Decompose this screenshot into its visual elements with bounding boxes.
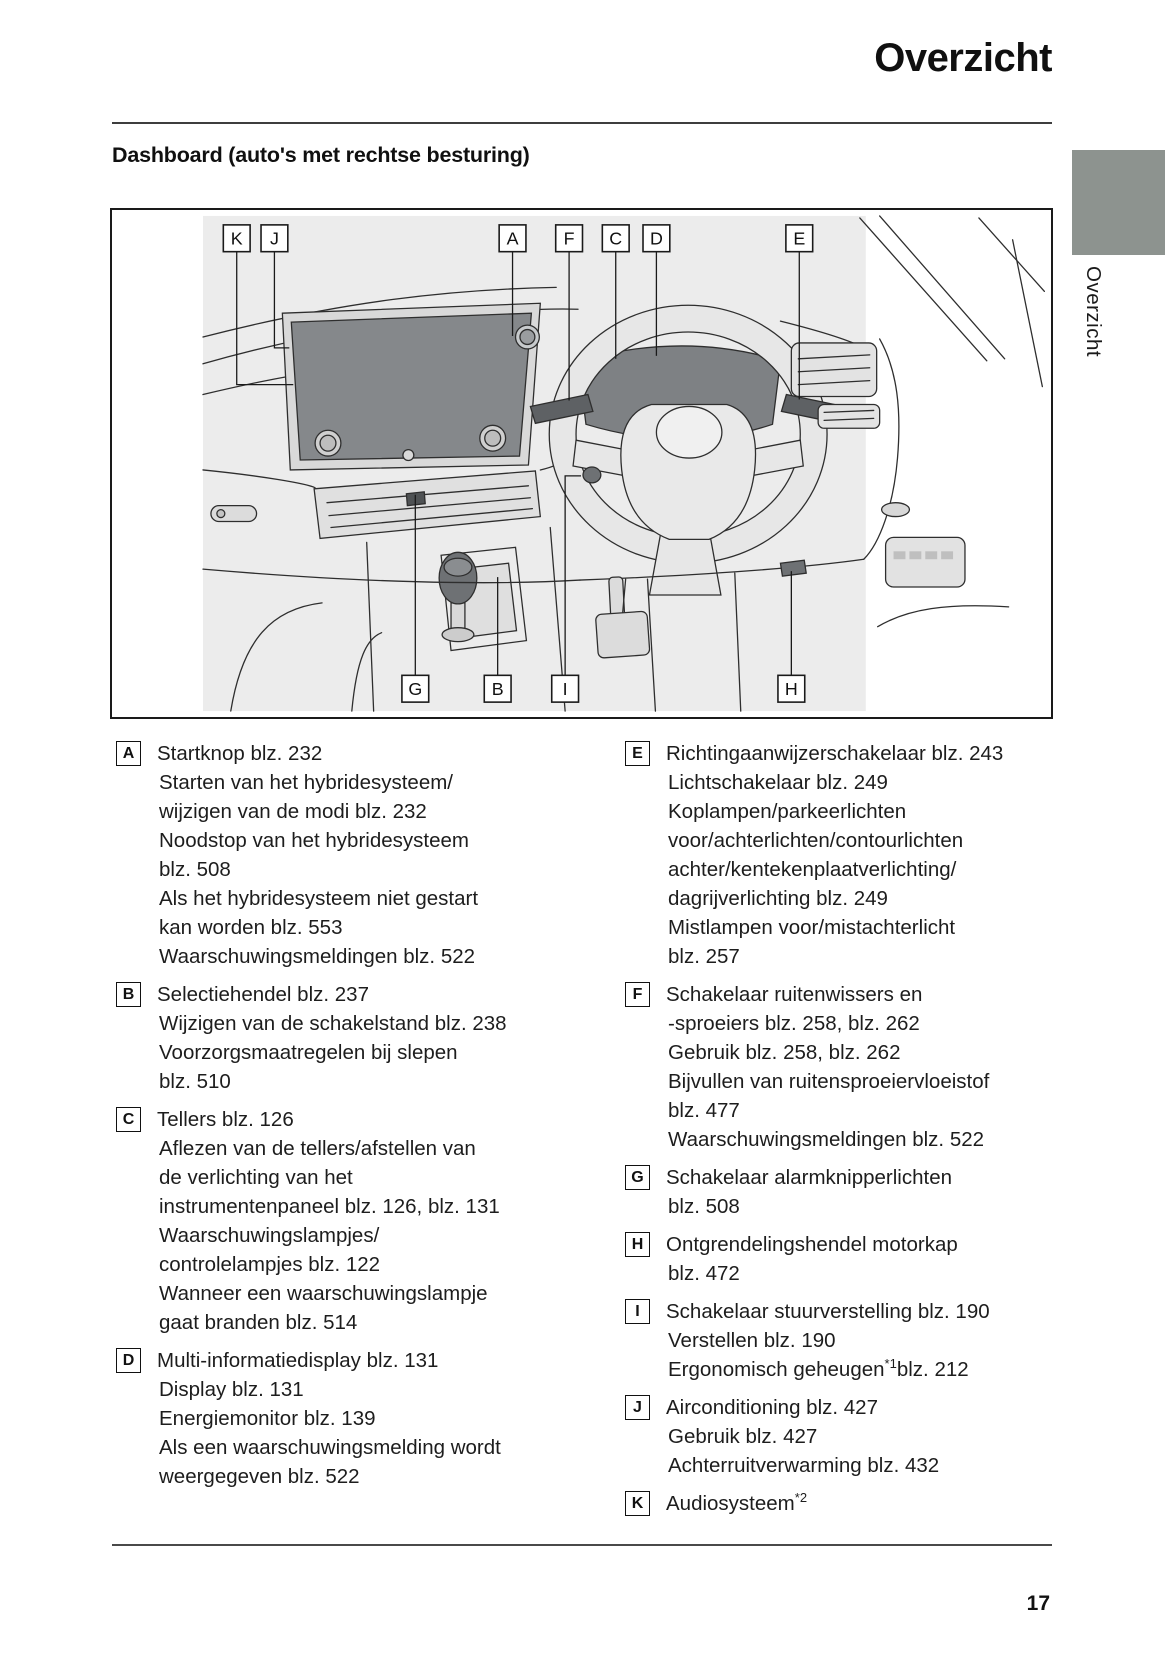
legend-section-I: [619, 1297, 1064, 1384]
legend-section-A: [110, 739, 580, 971]
legend-section-H: [619, 1230, 1064, 1288]
legend-line: blz. 477: [668, 1099, 740, 1122]
legend-letter-G: G: [625, 1165, 650, 1190]
legend-line: de verlichting van het: [159, 1166, 353, 1189]
page-number: 17: [1026, 1592, 1050, 1615]
legend-line: blz. 508: [668, 1195, 740, 1218]
callout-letter-D: D: [649, 228, 663, 249]
callout-letter-H: H: [784, 679, 798, 700]
legend-title: Multi-informatiedisplay blz. 131: [157, 1349, 439, 1372]
legend-line: Wanneer een waarschuwingslampje: [159, 1282, 488, 1305]
legend-line: Voorzorgsmaatregelen bij slepen: [159, 1041, 458, 1064]
page-title: Overzicht: [874, 36, 1052, 80]
legend-line: -sproeiers blz. 258, blz. 262: [668, 1012, 920, 1035]
legend-section-E: [619, 739, 1064, 971]
legend-line: Koplampen/parkeerlichten: [668, 800, 907, 823]
legend-line: Noodstop van het hybridesysteem: [159, 829, 469, 852]
legend-line: Mistlampen voor/mistachterlicht: [668, 916, 956, 939]
callout-letter-E: E: [793, 228, 806, 249]
legend-line: Gebruik blz. 258, blz. 262: [668, 1041, 901, 1064]
legend-line: Bijvullen van ruitensproeiervloeistof: [668, 1070, 990, 1093]
legend-section-G: [619, 1163, 1064, 1221]
legend-line: Wijzigen van de schakelstand blz. 238: [159, 1012, 507, 1035]
callout-letter-C: C: [609, 228, 623, 249]
horn-pad: [656, 406, 721, 458]
legend-line: Energiemonitor blz. 139: [159, 1407, 376, 1430]
legend-section-D: [110, 1346, 580, 1491]
legend-line: blz. 472: [668, 1262, 740, 1285]
legend-section-B: [110, 980, 580, 1096]
legend-section-K: [619, 1489, 1064, 1518]
legend-line: Waarschuwingsmeldingen blz. 522: [159, 945, 476, 968]
legend-line: Verstellen blz. 190: [668, 1329, 836, 1352]
hood-release-lever: [780, 560, 806, 576]
legend-line: Starten van het hybridesysteem/: [159, 771, 453, 794]
legend-line: Lichtschakelaar blz. 249: [668, 771, 888, 794]
section-heading: Dashboard (auto's met rechtse besturing): [112, 143, 530, 167]
legend-title: Airconditioning blz. 427: [666, 1396, 878, 1419]
callout-letter-F: F: [563, 228, 575, 249]
dashboard-diagram: [110, 208, 1053, 719]
legend-line: voor/achterlichten/contourlichten: [668, 829, 964, 852]
callout-letter-G: G: [408, 679, 423, 700]
footer-divider: [112, 1544, 1052, 1546]
legend-line: weergegeven blz. 522: [159, 1465, 360, 1488]
legend-letter-A: A: [116, 741, 141, 766]
legend-column-right: [619, 739, 1064, 1527]
legend-line: Achterruitverwarming blz. 432: [668, 1454, 940, 1477]
legend-line: wijzigen van de modi blz. 232: [159, 800, 427, 823]
door-handle: [882, 503, 910, 517]
legend-column-left: [110, 739, 580, 1500]
legend-title: Ontgrendelingshendel motorkap: [666, 1233, 958, 1256]
legend-section-F: [619, 980, 1064, 1154]
legend-line: blz. 257: [668, 945, 740, 968]
chapter-tab: [1072, 150, 1165, 255]
legend-line: controlelampjes blz. 122: [159, 1253, 381, 1276]
legend-title: Schakelaar stuurverstelling blz. 190: [666, 1300, 990, 1323]
legend-letter-C: C: [116, 1107, 141, 1132]
legend-line: dagrijverlichting blz. 249: [668, 887, 888, 910]
legend-title: Schakelaar ruitenwissers en: [666, 983, 923, 1006]
legend-letter-K: K: [625, 1491, 650, 1516]
window-switch-panel: [886, 537, 965, 587]
legend-letter-B: B: [116, 982, 141, 1007]
legend-title: Selectiehendel blz. 237: [157, 983, 369, 1006]
legend-title: Richtingaanwijzerschakelaar blz. 243: [666, 742, 1004, 765]
legend-line: Als het hybridesysteem niet gestart: [159, 887, 479, 910]
chapter-tab-label: Overzicht: [1082, 266, 1105, 358]
legend-line: blz. 508: [159, 858, 231, 881]
legend-line: instrumentenpaneel blz. 126, blz. 131: [159, 1195, 500, 1218]
legend-line: blz. 510: [159, 1070, 231, 1093]
legend-line: kan worden blz. 553: [159, 916, 343, 939]
legend-line: Waarschuwingslampjes/: [159, 1224, 380, 1247]
header-divider: [112, 122, 1052, 124]
legend-line: Display blz. 131: [159, 1378, 304, 1401]
legend-letter-I: I: [625, 1299, 650, 1324]
brake-pedal: [595, 611, 650, 658]
legend-letter-D: D: [116, 1348, 141, 1373]
legend-line: Waarschuwingsmeldingen blz. 522: [668, 1128, 985, 1151]
callout-letter-K: K: [230, 228, 243, 249]
legend-letter-E: E: [625, 741, 650, 766]
callout-letter-J: J: [269, 228, 279, 249]
legend-letter-F: F: [625, 982, 650, 1007]
dashboard-illustration: [112, 210, 1051, 717]
legend-section-C: [110, 1105, 580, 1337]
legend-line: achter/kentekenplaatverlichting/: [668, 858, 957, 881]
legend-letter-H: H: [625, 1232, 650, 1257]
legend-title: Schakelaar alarmknipperlichten: [666, 1166, 953, 1189]
legend-title: Tellers blz. 126: [157, 1108, 294, 1131]
callout-letter-B: B: [491, 679, 504, 700]
callout-letter-I: I: [562, 679, 568, 700]
legend-line: Als een waarschuwingsmelding wordt: [159, 1436, 501, 1459]
legend-line: Aflezen van de tellers/afstellen van: [159, 1137, 476, 1160]
legend-section-J: [619, 1393, 1064, 1480]
steering-adjust-lever: [583, 467, 601, 483]
legend-line: Gebruik blz. 427: [668, 1425, 818, 1448]
callout-letter-A: A: [506, 228, 519, 249]
legend-letter-J: J: [625, 1395, 650, 1420]
legend-line: Ergonomisch geheugen$^{*1}$blz. 212: [668, 1356, 969, 1381]
legend-title: Startknop blz. 232: [157, 742, 323, 765]
legend-title: Audiosysteem$^{*2}$: [666, 1490, 808, 1515]
legend-line: gaat branden blz. 514: [159, 1311, 358, 1334]
